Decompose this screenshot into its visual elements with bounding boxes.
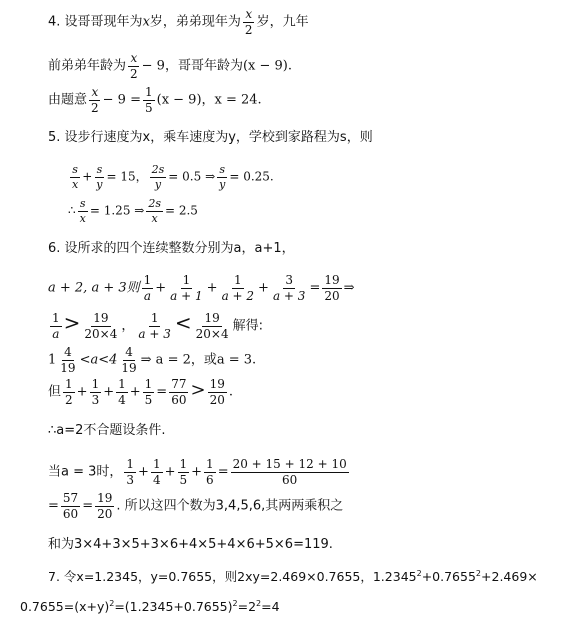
fraction: $\frac{19}{20}$: [324, 273, 340, 303]
fraction: $\frac{x}{2}$: [130, 51, 138, 81]
fraction: $\frac{s}{x}$: [72, 163, 79, 191]
fraction: $\frac{1}{a + 1}$: [170, 273, 203, 303]
fraction: $\frac{1}{5}$: [144, 377, 153, 407]
fraction: $\frac{2s}{y}$: [151, 163, 165, 191]
fraction: $\frac{19}{20\times 4}$: [195, 311, 229, 341]
p5-eq2: ∴ $\frac{s}{x}$ = 1.25 ⇒ $\frac{2s}{x}$ = 2.5: [68, 197, 198, 225]
p6-line7: 当a = 3时， $\frac{1}{3}$ + $\frac{1}{4}$ + $\frac{1}{5}$ + $\frac{1}{6}$ = $\frac{20 + 15 + 12 + 10}{60}$: [48, 457, 347, 487]
fraction: $\frac{1}{4}$: [152, 457, 161, 487]
p7-line2: $0.7655=(x+y)^2=(1.2345+0.7655)^2=2^2=4$: [20, 599, 280, 614]
fraction: $\frac{4}{19}$: [60, 345, 76, 375]
p6-line2: a + 2, a + 3则 $\frac{1}{a}$ + $\frac{1}{a + 1}$ + $\frac{1}{a + 2}$ + $\frac{3}{a + 3}$ = $\frac{19}{20}$ ⇒: [48, 273, 355, 303]
fraction: $\frac{1}{3}$: [126, 457, 135, 487]
p6-line9: 和为3×4+3×5+3×6+4×5+4×6+5×6=119.: [48, 537, 333, 552]
p6-number: 6.: [48, 241, 61, 256]
fraction: $\frac{s}{x}$: [79, 197, 86, 225]
p4-line3: 由题意 $\frac{x}{2}$ − 9 = $\frac{1}{5}$ (x − 9)，x = 24.: [48, 85, 262, 115]
fraction: $\frac{57}{60}$: [62, 491, 79, 521]
p5-eq1: $\frac{s}{x}$ + $\frac{s}{y}$ = 15， $\frac{2s}{y}$ = 0.5 ⇒ $\frac{s}{y}$ = 0.25.: [72, 163, 274, 191]
fraction: $\frac{1}{a + 2}$: [221, 273, 255, 303]
p6-line4: 1 $\frac{4}{19}$ <a<4 $\frac{4}{19}$ ⇒ a = 2，或a = 3.: [48, 345, 257, 375]
p6-line8: = $\frac{57}{60}$ = $\frac{19}{20}$ . 所以这四个数为3,4,5,6,其两两乘积之: [48, 491, 344, 521]
p7-line1: 7. 令x=1.2345，y=0.7655，则2xy=2.469×0.7655，$1.2345^2+0.7655^2+2.469\times$: [48, 569, 538, 584]
fraction: $\frac{1}{a}$: [143, 273, 152, 303]
fraction: $\frac{x}{2}$: [244, 7, 253, 37]
p6-line5: 但 $\frac{1}{2}$ + $\frac{1}{3}$ + $\frac{1}{4}$ + $\frac{1}{5}$ = $\frac{77}{60}$ > $\frac{19}{20}$ .: [48, 377, 233, 407]
fraction: $\frac{20 + 15 + 12 + 10}{60}$: [232, 457, 347, 487]
fraction: $\frac{s}{y}$: [96, 163, 103, 191]
fraction: $\frac{19}{20\times 4}$: [84, 311, 118, 341]
fraction: $\frac{19}{20}$: [97, 491, 113, 521]
fraction: $\frac{19}{20}$: [209, 377, 225, 407]
p4-line2: 前弟弟年龄为 $\frac{x}{2}$ − 9，哥哥年龄为(x − 9).: [48, 51, 292, 81]
fraction: $\frac{2s}{x}$: [148, 197, 161, 225]
p6-line1: 6. 设所求的四个连续整数分别为a，a+1，: [48, 241, 295, 256]
fraction: $\frac{77}{60}$: [171, 377, 187, 407]
fraction: $\frac{1}{6}$: [206, 457, 214, 487]
fraction: $\frac{1}{5}$: [144, 85, 153, 115]
p5-line1: 5. 设步行速度为x，乘车速度为y，学校到家路程为s，则: [48, 130, 373, 145]
fraction: $\frac{1}{5}$: [179, 457, 188, 487]
fraction: $\frac{1}{4}$: [118, 377, 126, 407]
fraction: $\frac{1}{a}$: [52, 311, 60, 341]
fraction: $\frac{1}{2}$: [65, 377, 73, 407]
p7-number: 7.: [48, 569, 60, 584]
fraction: $\frac{1}{3}$: [91, 377, 100, 407]
p5-number: 5.: [48, 130, 61, 145]
fraction: $\frac{3}{a + 3}$: [272, 273, 306, 303]
fraction: $\frac{x}{2}$: [91, 85, 99, 115]
p4-number: 4.: [48, 14, 61, 30]
fraction: $\frac{4}{19}$: [121, 345, 137, 375]
p4-line1: 4. 设哥哥现年为x岁，弟弟现年为 $\frac{x}{2}$ 岁，九年: [48, 7, 309, 37]
p6-line3: $\frac{1}{a}$ > $\frac{19}{20\times 4}$ ， $\frac{1}{a + 3}$ < $\frac{19}{20\times 4}$ 解得:: [52, 310, 263, 341]
fraction: $\frac{s}{y}$: [219, 163, 226, 191]
p6-line6: ∴a=2不合题设条件.: [48, 423, 166, 438]
fraction: $\frac{1}{a + 3}$: [138, 311, 171, 341]
